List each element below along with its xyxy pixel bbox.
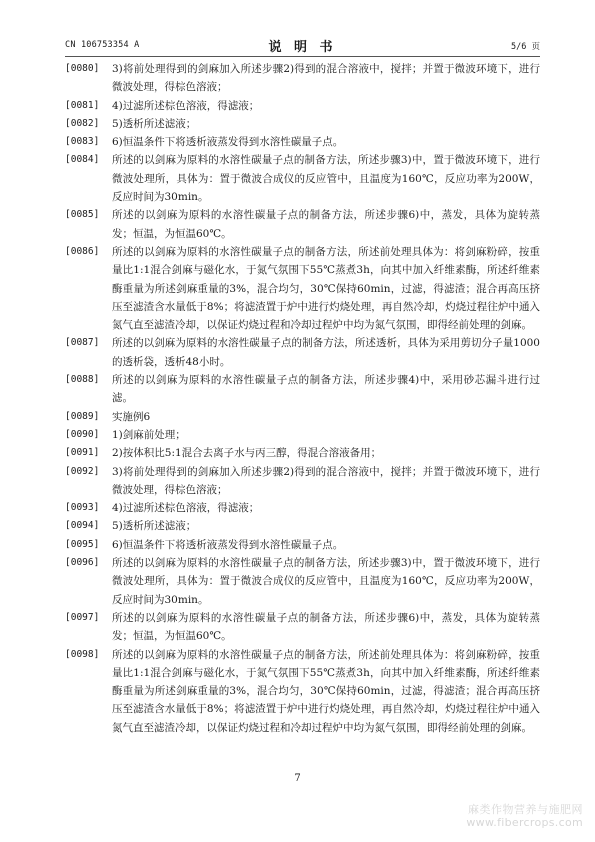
paragraph-number: [0090] bbox=[65, 428, 100, 440]
site-watermark bbox=[466, 803, 583, 829]
paragraph bbox=[65, 243, 540, 334]
paragraph-number: [0089] bbox=[65, 410, 100, 422]
paragraph bbox=[65, 646, 540, 737]
paragraph bbox=[65, 554, 540, 609]
paragraph bbox=[65, 133, 540, 151]
paragraph bbox=[65, 609, 540, 646]
paragraph bbox=[65, 97, 540, 115]
paragraph-number: [0086] bbox=[65, 245, 100, 257]
paragraph-number: [0084] bbox=[65, 154, 100, 166]
paragraph bbox=[65, 371, 540, 408]
paragraph-number: [0093] bbox=[65, 502, 100, 514]
paragraph bbox=[65, 115, 540, 133]
paragraph bbox=[65, 444, 540, 462]
paragraph-text: 所述的以剑麻为原料的水溶性碳量子点的制备方法，所述步骤4)中，采用砂芯漏斗进行过滤。 bbox=[112, 374, 540, 405]
paragraph-text: 所述的以剑麻为原料的水溶性碳量子点的制备方法，所述步骤6)中，蒸发，具体为旋转蒸发；恒温，为恒温60℃。 bbox=[112, 209, 540, 240]
paragraph bbox=[65, 408, 540, 426]
paragraph-number: [0082] bbox=[65, 117, 100, 129]
page-header bbox=[65, 36, 540, 57]
paragraph-text: 4)过滤所述棕色溶液，得滤液； bbox=[112, 502, 260, 515]
paragraph-text: 3)将前处理得到的剑麻加入所述步骤2)得到的混合溶液中，搅拌；并置于微波环境下，进行微波处理，得棕色溶液； bbox=[112, 465, 540, 496]
paragraph bbox=[65, 517, 540, 535]
paragraph-text: 所述的以剑麻为原料的水溶性碳量子点的制备方法，所述透析，具体为采用剪切分子量1000的透析袋，透析48小时。 bbox=[112, 337, 540, 368]
paragraph bbox=[65, 463, 540, 500]
patent-number: CN 106753354 A bbox=[65, 40, 140, 50]
paragraph bbox=[65, 206, 540, 243]
page-number: 7 bbox=[294, 773, 301, 784]
paragraph-text: 5)透析所述滤液； bbox=[112, 520, 197, 533]
document-body bbox=[65, 60, 540, 737]
watermark-title: 麻类作物营养与施肥网 bbox=[468, 803, 583, 816]
paragraph-text: 所述的以剑麻为原料的水溶性碳量子点的制备方法，所述步骤3)中，置于微波环境下，进行微波处理所，具体为：置于微波合成仪的反应管中，且温度为160℃，反应功率为200W，反应时间为30min。 bbox=[112, 154, 540, 204]
paragraph-number: [0083] bbox=[65, 136, 100, 148]
paragraph-number: [0091] bbox=[65, 447, 100, 459]
paragraph-number: [0088] bbox=[65, 374, 100, 386]
paragraph-text: 所述的以剑麻为原料的水溶性碳量子点的制备方法，所述前处理具体为：将剑麻粉碎，按重量比1:1混合剑麻与磁化水，于氮气氛围下55℃蒸煮3h，向其中加入纤维素酶，所述纤维素酶重量为所述剑麻重量的3%，混合均匀，30℃保持60min，过滤，得滤渣；混合再高压挤压至滤渣含水量低于8%；将滤渣置于炉中进行灼烧处理，再自然冷却，灼烧过程往炉中通入氮气直至滤渣冷却，以保证灼烧过程和冷却过程炉中均为氮气氛围，即得经前处理的剑麻。 bbox=[112, 648, 540, 734]
paragraph-text: 所述的以剑麻为原料的水溶性碳量子点的制备方法，所述步骤6)中，蒸发，具体为旋转蒸发；恒温，为恒温60℃。 bbox=[112, 611, 540, 643]
paragraph bbox=[65, 334, 540, 371]
paragraph-text: 6)恒温条件下将透析液蒸发得到水溶性碳量子点。 bbox=[112, 538, 344, 551]
paragraph-number: [0080] bbox=[65, 63, 100, 74]
paragraph-number: [0087] bbox=[65, 337, 100, 349]
paragraph-text: 实施例6 bbox=[112, 410, 151, 423]
paragraph-text: 4)过滤所述棕色溶液，得滤液； bbox=[112, 99, 260, 112]
paragraph-number: [0085] bbox=[65, 209, 100, 221]
paragraph-text: 3)将前处理得到的剑麻加入所述步骤2)得到的混合溶液中，搅拌；并置于微波环境下，进行微波处理，得棕色溶液； bbox=[112, 63, 540, 94]
paragraph-number: [0095] bbox=[65, 538, 100, 550]
paragraph bbox=[65, 536, 540, 554]
paragraph-number: [0098] bbox=[65, 648, 100, 660]
paragraph bbox=[65, 60, 540, 97]
paragraph-text: 所述的以剑麻为原料的水溶性碳量子点的制备方法，所述步骤3)中，置于微波环境下，进行微波处理所，具体为：置于微波合成仪的反应管中，且温度为160℃，反应功率为200W，反应时间为30min。 bbox=[112, 557, 540, 606]
paragraph-text: 6)恒温条件下将透析液蒸发得到水溶性碳量子点。 bbox=[112, 136, 344, 149]
document-title: 说 明 书 bbox=[268, 40, 337, 55]
paragraph-number: [0092] bbox=[65, 465, 100, 477]
paragraph-number: [0096] bbox=[65, 557, 100, 569]
paragraph-text: 2)按体积比5:1混合去离子水与丙三醇，得混合溶液备用； bbox=[112, 447, 382, 460]
paragraph-text: 所述的以剑麻为原料的水溶性碳量子点的制备方法，所述前处理具体为：将剑麻粉碎，按重量比1:1混合剑麻与磁化水，于氮气氛围下55℃蒸煮3h，向其中加入纤维素酶，所述纤维素酶重量为所述剑麻重量的3%，混合均匀，30℃保持60min，过滤，得滤渣；混合再高压挤压至滤渣含水量低于8%；将滤渣置于炉中进行灼烧处理，再自然冷却，灼烧过程往炉中通入氮气直至滤渣冷却，以保证灼烧过程和冷却过程炉中均为氮气氛围，即得经前处理的剑麻。 bbox=[112, 245, 540, 332]
page-indicator: 5/6 页 bbox=[511, 42, 540, 52]
paragraph bbox=[65, 151, 540, 206]
paragraph-number: [0094] bbox=[65, 520, 100, 532]
paragraph bbox=[65, 499, 540, 517]
paragraph-number: [0081] bbox=[65, 99, 100, 111]
paragraph-number: [0097] bbox=[65, 611, 100, 623]
paragraph-text: 1)剑麻前处理； bbox=[112, 428, 186, 441]
paragraph bbox=[65, 426, 540, 444]
watermark-url: www.fibercrops.com bbox=[466, 816, 583, 829]
paragraph-text: 5)透析所述滤液； bbox=[112, 117, 197, 130]
